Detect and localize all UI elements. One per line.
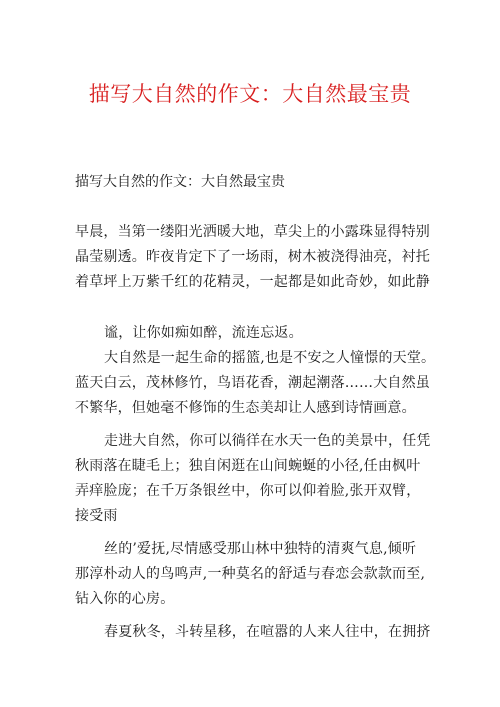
text-line: 不繁华，但她毫不修饰的生态美却让人感到诗情画意。 [75,400,416,416]
document-subtitle: 描写大自然的作文：大自然最宝贵 [75,174,285,190]
text-line: 丝的’爱抚,尽情感受那山林中独特的清爽气息,倾听 [104,541,417,557]
text-line: 走进大自然，你可以徜徉在水天一色的美景中，任凭 [104,433,431,449]
text-line: 秋雨落在睫毛上；独自闲逛在山间蜿蜒的小径,任由枫叶 [75,458,421,474]
text-line: 晶莹剔透。昨夜肯定下了一场雨，树木被浇得油亮，衬托 [75,249,430,265]
text-line: 弄痒脸庞；在千万条银丝中，你可以仰着脸,张开双臂， [75,483,421,499]
document-title: 描写大自然的作文：大自然最宝贵 [88,82,412,106]
text-line: 蓝天白云，茂林修竹，鸟语花香，潮起潮落……大自然虽 [75,375,430,391]
text-line: 大自然是一起生命的摇篮,也是不安之人憧憬的天堂。 [104,350,436,366]
text-line: 接受雨 [75,508,118,524]
text-line: 早晨，当第一缕阳光洒暖大地，草尖上的小露珠显得特别 [75,224,430,240]
text-line: 春夏秋冬，斗转星移，在喧嚣的人来人往中，在拥挤 [104,624,431,640]
text-line: 那淳朴动人的鸟鸣声,一种莫名的舒适与春恋会款款而至, [75,566,426,582]
text-line: 着草坪上万紫千红的花精灵，一起都是如此奇妙，如此静 [75,274,430,290]
text-line: 钻入你的心房。 [75,591,175,607]
text-line: 谧，让你如痴如醉，流连忘返。 [104,325,303,341]
